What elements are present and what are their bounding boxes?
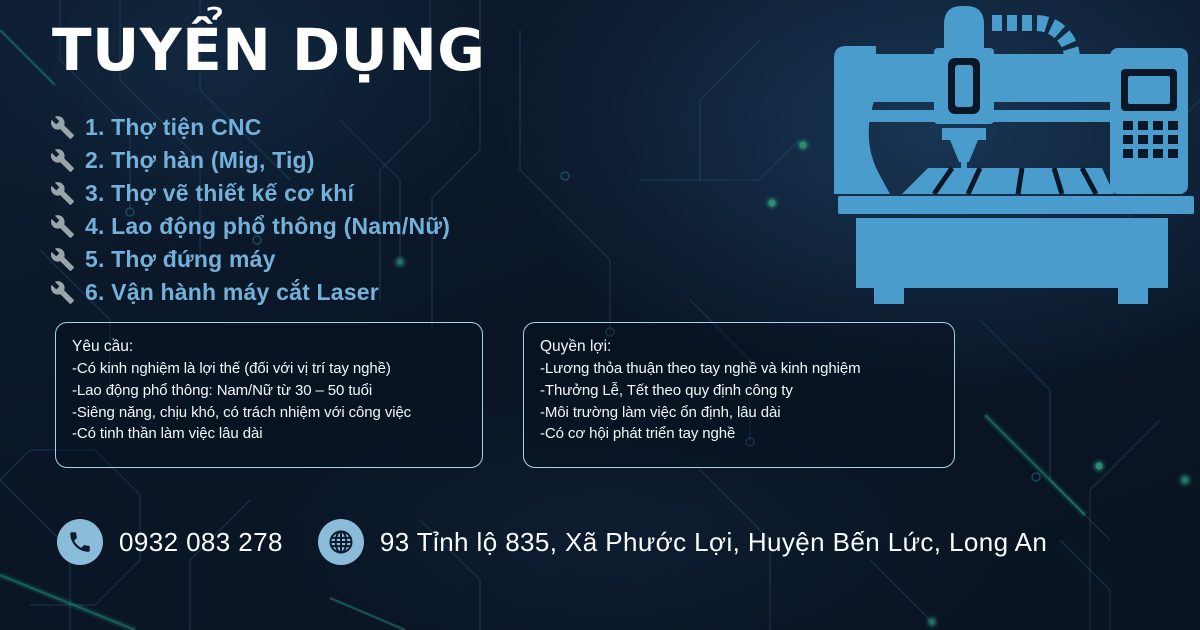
job-item <box>50 177 450 210</box>
wrench-icon <box>50 148 75 173</box>
page-title: TUYỂN DỤNG <box>52 16 486 84</box>
benefits-heading: Quyền lợi: <box>540 338 612 355</box>
contact-bar <box>57 519 1047 565</box>
requirement-line: -Có kinh nghiệm là lợi thế (đối với vị trí tay nghề) <box>72 360 391 378</box>
job-label: 4. Lao động phổ thông (Nam/Nữ) <box>85 213 451 239</box>
wrench-icon <box>50 115 75 140</box>
phone-number: 0932 083 278 <box>119 526 283 557</box>
benefit-line: -Môi trường làm việc ổn định, lâu dài <box>540 403 781 421</box>
wrench-icon <box>50 214 75 239</box>
requirement-line: -Lao động phổ thông: Nam/Nữ từ 30 – 50 tuổi <box>72 382 373 400</box>
wrench-icon <box>50 280 75 305</box>
job-item <box>50 210 450 243</box>
job-label: 3. Thợ vẽ thiết kế cơ khí <box>85 180 355 206</box>
job-item <box>50 144 450 177</box>
requirements-box <box>55 322 483 468</box>
job-label: 1. Thợ tiện CNC <box>85 114 262 140</box>
info-boxes-row <box>55 322 955 468</box>
benefit-line: -Thưởng Lễ, Tết theo quy định công ty <box>540 382 793 400</box>
cnc-machine-illustration <box>822 2 1198 308</box>
benefit-line: -Có cơ hội phát triển tay nghề <box>540 425 736 443</box>
requirements-heading: Yêu cầu: <box>72 338 134 355</box>
benefit-line: -Lương thỏa thuận theo tay nghề và kinh nghiệm <box>540 360 861 378</box>
job-item <box>50 111 450 144</box>
job-item <box>50 276 450 309</box>
address-text: 93 Tỉnh lộ 835, Xã Phước Lợi, Huyện Bến Lức, Long An <box>379 526 1048 557</box>
job-list <box>50 111 450 309</box>
phone-group <box>57 519 283 565</box>
address-group <box>318 519 1047 565</box>
wrench-icon <box>50 181 75 206</box>
requirement-line: -Có tinh thần làm việc lâu dài <box>72 425 263 443</box>
job-item <box>50 243 450 276</box>
job-label: 2. Thợ hàn (Mig, Tig) <box>85 147 315 173</box>
benefits-box <box>523 322 955 468</box>
requirement-line: -Siêng năng, chịu khó, có trách nhiệm với công việc <box>72 403 412 421</box>
phone-icon <box>57 519 103 565</box>
job-label: 5. Thợ đứng máy <box>85 246 276 272</box>
wrench-icon <box>50 247 75 272</box>
job-label: 6. Vận hành máy cắt Laser <box>85 279 379 305</box>
globe-icon <box>318 519 364 565</box>
